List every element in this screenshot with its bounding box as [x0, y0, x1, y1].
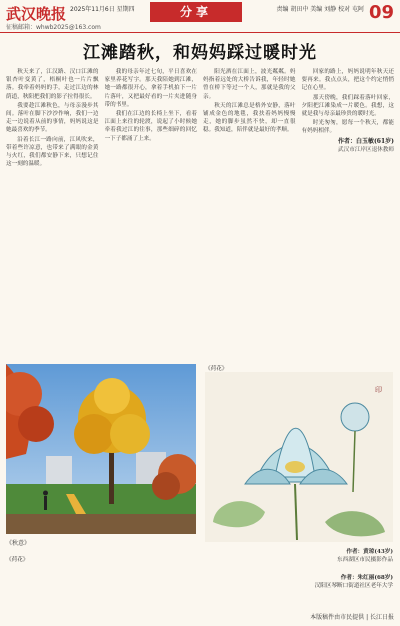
photo-caption: 《秋意》 — [6, 540, 31, 547]
issue-date: 2025年11月6日 星期四 — [70, 6, 135, 13]
page-number: 09 — [368, 2, 394, 23]
paragraph: 秋天的江滩总是格外安静，落叶铺成金色的地毯，我扶着妈妈慢慢走，她的脚步虽然不快，却一直很稳。我知道，陪伴就是最好的孝顺。 — [203, 102, 296, 134]
second-artwork-author: 作者：朱红丽(68岁) — [340, 575, 393, 581]
second-artwork-title: 《荷花》 — [6, 557, 29, 563]
submission-line: 征稿邮箱：whwb2025@163.com — [6, 24, 101, 31]
lotus-painting — [205, 372, 393, 542]
painting-caption: 《荷花》 — [205, 366, 228, 372]
painting-info — [205, 548, 393, 564]
article-column — [203, 68, 296, 358]
second-artwork-credit — [205, 574, 393, 590]
painting-author: 作者：黄琼(43岁) — [346, 549, 393, 555]
paragraph: 时光匆匆，愿每一个秋天，都能有妈妈相伴。 — [301, 120, 394, 135]
paragraph: 回家的路上，妈妈说明年秋天还要再来。我点点头，把这个约定悄悄记在心里。 — [301, 69, 394, 92]
page-footer: 本版稿件由市民提供 | 长江日报 — [310, 614, 394, 621]
article-author-unit: 武汉市江岸区退休教师 — [338, 146, 394, 153]
editor-credits: 责编 胡田中 美编 刘静 校对 屯阿 — [276, 6, 364, 13]
article-column — [6, 68, 99, 358]
article-body — [6, 68, 394, 358]
second-artwork-unit: 汉阳区琴断口街道社区老年大学 — [314, 583, 393, 589]
painting-unit: 东西湖区市民摄影作品 — [337, 557, 393, 563]
masthead: 武汉晚报 — [6, 5, 67, 23]
paragraph: 阳光洒在江面上，波光粼粼。妈妈指着远处的大桥告诉我，年轻时她曾在桥下等过一个人，那就是我的父亲。 — [203, 69, 296, 100]
paragraph: 我要趁江滩秋色，与母亲漫步其间。落叶在脚下沙沙作响，我们一边走一边说着从前的事情，妈妈说这是她最喜欢的季节。 — [6, 102, 99, 134]
section-tab: 分享 — [150, 2, 242, 22]
lotus-painting-artwork — [205, 372, 393, 542]
header-rule — [0, 32, 400, 33]
autumn-park-photo — [6, 364, 196, 534]
paragraph: 我的母亲年过七旬，平日喜欢在家里养花写字。那天我陪她到江滩，她一路都很开心，拿着手机拍下一片片落叶，又把最好看的一片夹进随身带的书里。 — [104, 69, 197, 108]
article-author: 作者：白玉敏(61岁) — [337, 137, 394, 145]
svg-text:印: 印 — [375, 386, 382, 394]
paragraph: 沿着长江一路向前，江风吹来，带着些许凉意，也带来了满眼的金黄与火红，我们都安静下来，只想记住这一刻的温暖。 — [6, 136, 99, 168]
page-header — [0, 0, 400, 34]
paragraph: 秋天来了，江汉路、汉口江滩的银杏叶变黄了，梧桐叶也一片片飘落。我牵着妈妈的手，走过江边的林荫道，秋阳把我们的影子拉得很长。 — [6, 69, 99, 100]
paragraph: 那天傍晚，我们踩着落叶回家，夕阳把江滩染成一片暖色。我想，这就是我与母亲最珍贵的暖时光。 — [301, 94, 394, 118]
article-column — [302, 68, 395, 358]
second-artwork-info — [6, 556, 126, 564]
paragraph: 我们在江边的长椅上坐下，看着江面上来往的轮渡，说起了小时候她牵着我过江的往事，那些细碎的回忆一下子都涌了上来。 — [104, 111, 197, 142]
article-column — [105, 68, 198, 358]
autumn-photo — [6, 364, 196, 534]
article-title: 江滩踏秋，和妈妈踩过暖时光 — [83, 43, 317, 63]
